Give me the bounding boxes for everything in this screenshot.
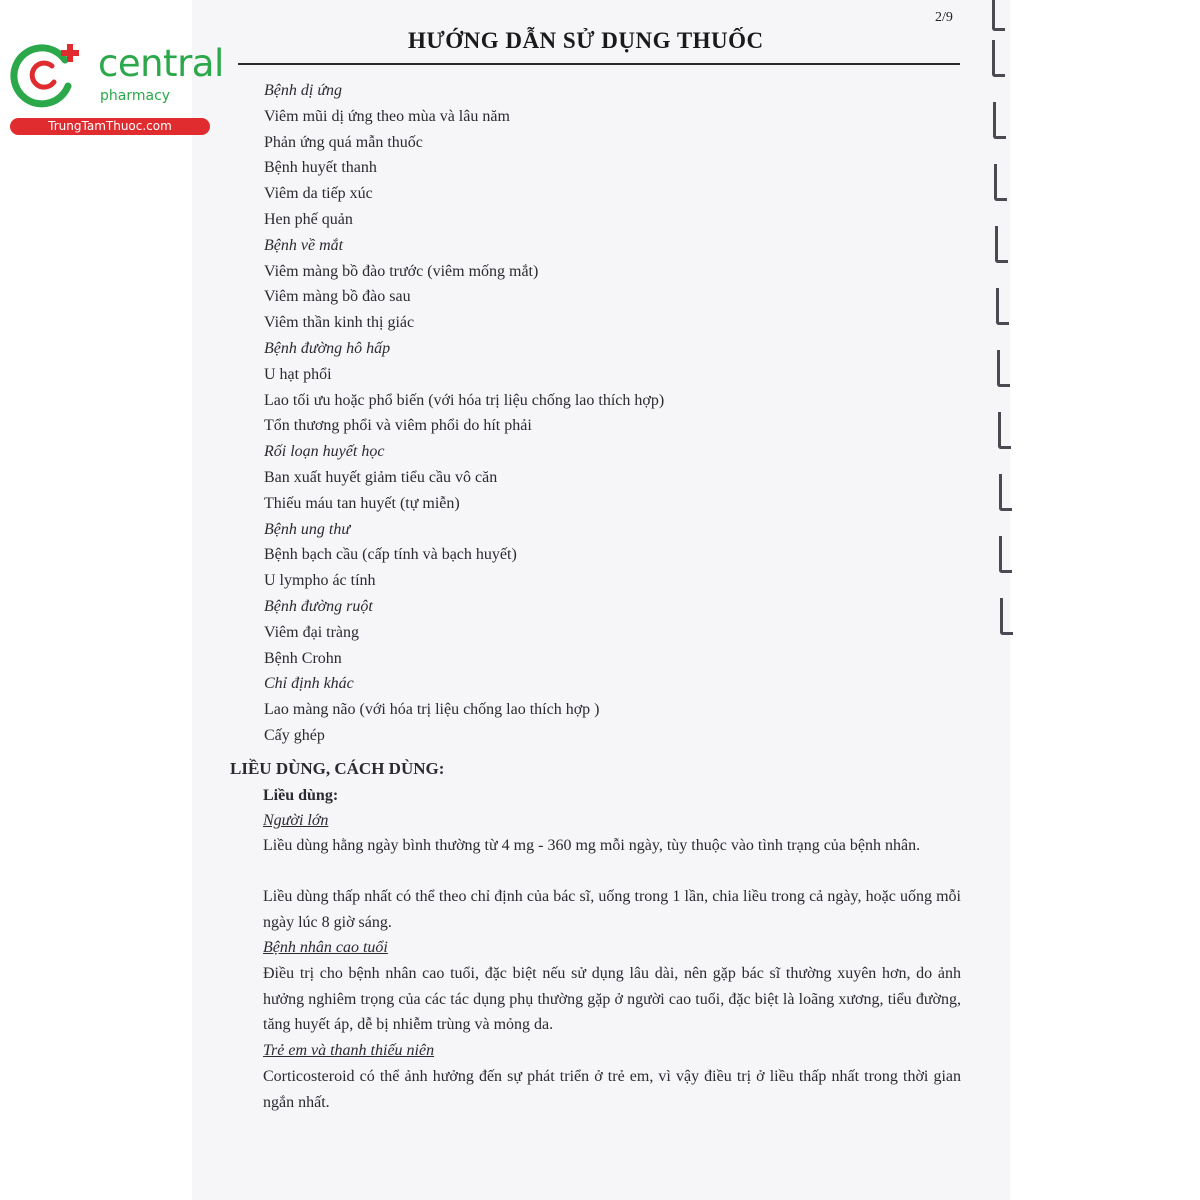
binder-hole: [999, 536, 1012, 573]
indication-item: Viêm thần kinh thị giác: [264, 314, 415, 332]
logo-website: TrungTamThuoc.com: [10, 118, 210, 135]
document-title: HƯỚNG DẪN SỬ DỤNG THUỐC: [408, 28, 764, 53]
binder-hole: [992, 40, 1005, 77]
indication-item: Viêm màng bồ đào trước (viêm mống mắt): [264, 262, 539, 280]
binder-hole: [998, 412, 1011, 449]
dosage-heading: LIỀU DÙNG, CÁCH DÙNG:: [230, 759, 445, 778]
binder-hole: [997, 350, 1010, 387]
binder-hole: [995, 226, 1008, 263]
binder-hole: [1000, 598, 1013, 635]
indication-category: Bệnh ung thư: [264, 520, 351, 538]
children-label: Trẻ em và thanh thiếu niên: [263, 1042, 435, 1059]
scan-margin-left: [0, 0, 192, 1200]
indication-item: Lao tối ưu hoặc phổ biến (với hóa trị liệu chống lao thích hợp): [264, 391, 665, 409]
binder-hole: [994, 164, 1007, 201]
indication-item: Bệnh huyết thanh: [264, 159, 377, 177]
binder-hole: [996, 288, 1009, 325]
indication-item: Hen phế quản: [264, 211, 353, 228]
indication-item: Lao màng não (với hóa trị liệu chống lao thích hợp ): [264, 701, 600, 719]
elderly-paragraph: Điều trị cho bệnh nhân cao tuổi, đặc biệt nếu sử dụng lâu dài, nên gặp bác sĩ thường xuyên hơn, do ảnh hưởng nghiêm trọng của các tác dụng phụ thường gặp ở người cao tuổi, đặc biệt là loãng xương, tiểu đường, tăng huyết áp, dễ bị nhiễm trùng và mỏng da.: [263, 965, 961, 1034]
indication-item: Thiếu máu tan huyết (tự miễn): [264, 494, 460, 512]
adults-label: Người lớn: [263, 812, 329, 829]
elderly-label: Bệnh nhân cao tuổi: [263, 939, 388, 956]
adults-paragraph-1: Liều dùng hằng ngày bình thường từ 4 mg - 360 mg mỗi ngày, tùy thuộc vào tình trạng của bệnh nhân.: [263, 837, 921, 854]
dosage-subheading: Liều dùng:: [263, 787, 339, 804]
indication-category: Bệnh về mắt: [264, 236, 344, 254]
logo-subtitle: pharmacy: [100, 88, 171, 104]
indication-category: Bệnh dị ứng: [264, 82, 343, 99]
indication-item: U hạt phổi: [264, 365, 332, 383]
adults-paragraph-2: Liều dùng thấp nhất có thể theo chỉ định của bác sĩ, uống trong 1 lần, chia liều trong cả ngày, hoặc uống mỗi ngày lúc 8 giờ sáng.: [263, 888, 961, 931]
indication-item: Viêm da tiếp xúc: [264, 185, 373, 203]
indication-item: Ban xuất huyết giảm tiểu cầu vô căn: [264, 469, 498, 486]
scan-margin-right: [1010, 0, 1200, 1200]
title-rule: [238, 63, 960, 65]
central-pharmacy-logo[interactable]: [10, 38, 224, 138]
logo-brand: central: [98, 42, 224, 85]
indication-item: Phản ứng quá mẫn thuốc: [264, 133, 423, 151]
indication-item: Cấy ghép: [264, 727, 325, 744]
indication-item: Bệnh Crohn: [264, 649, 342, 667]
indication-category: Chỉ định khác: [264, 675, 354, 693]
indication-category: Rối loạn huyết học: [264, 443, 385, 461]
indication-item: Tổn thương phổi và viêm phổi do hít phải: [264, 417, 532, 435]
children-paragraph: Corticosteroid có thể ảnh hưởng đến sự phát triển ở trẻ em, vì vậy điều trị ở liều thấp nhất trong thời gian ngắn nhất.: [263, 1068, 961, 1111]
indication-item: Viêm mũi dị ứng theo mùa và lâu năm: [264, 107, 510, 125]
binder-holes: [990, 0, 1012, 700]
binder-hole: [999, 474, 1012, 511]
binder-hole: [993, 102, 1006, 139]
page-number: 2/9: [935, 10, 953, 25]
binder-hole: [992, 0, 1005, 31]
indication-item: Viêm màng bồ đào sau: [264, 288, 411, 306]
indication-item: Bệnh bạch cầu (cấp tính và bạch huyết): [264, 546, 517, 564]
indication-item: U lympho ác tính: [264, 572, 376, 590]
indication-category: Bệnh đường hô hấp: [264, 340, 391, 357]
indication-category: Bệnh đường ruột: [264, 598, 373, 615]
pharmacy-cross-icon: [10, 38, 90, 108]
indication-item: Viêm đại tràng: [264, 623, 360, 641]
